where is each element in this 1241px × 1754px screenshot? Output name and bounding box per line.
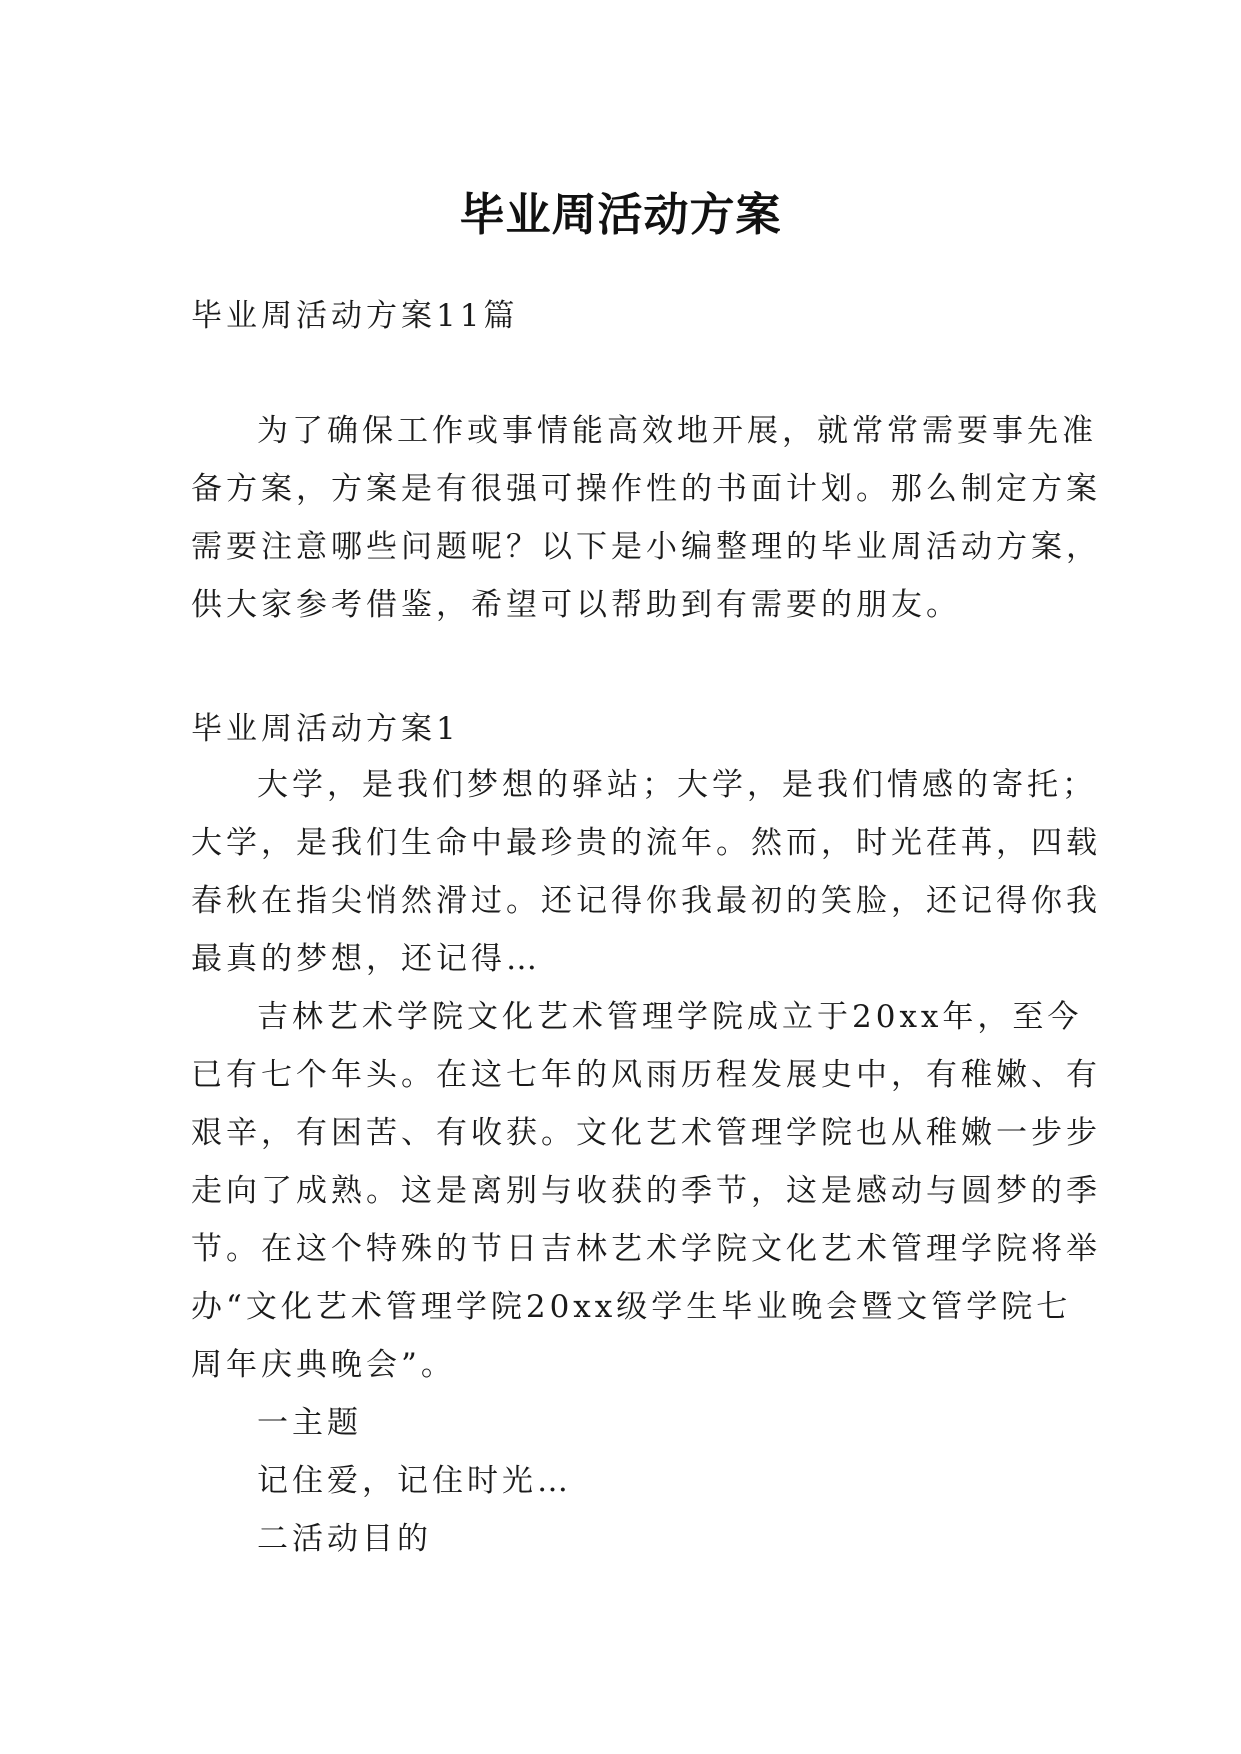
purpose-heading: 二活动目的 xyxy=(257,1521,432,1557)
intro-paragraph xyxy=(191,402,1101,634)
section-body xyxy=(191,756,1101,1568)
theme-heading: 一主题 xyxy=(257,1405,362,1441)
paragraph-line: 大学，是我们生命中最珍贵的流年。然而，时光荏苒，四载 xyxy=(191,825,1101,861)
intro-line: 供大家参考借鉴，希望可以帮助到有需要的朋友。 xyxy=(191,587,961,623)
theme-text: 记住爱，记住时光… xyxy=(257,1463,572,1499)
document-title: 毕业周活动方案 xyxy=(459,188,782,242)
intro-line: 为了确保工作或事情能高效地开展，就常常需要事先准 xyxy=(257,413,1097,449)
paragraph-line: 办“文化艺术管理学院20xx级学生毕业晚会暨文管学院七 xyxy=(191,1289,1072,1325)
document-subtitle: 毕业周活动方案11篇 xyxy=(191,298,519,334)
section-heading: 毕业周活动方案1 xyxy=(191,711,460,747)
intro-line: 需要注意哪些问题呢？以下是小编整理的毕业周活动方案， xyxy=(191,529,1101,565)
paragraph-line: 最真的梦想，还记得… xyxy=(191,941,541,977)
paragraph-line: 大学，是我们梦想的驿站；大学，是我们情感的寄托； xyxy=(257,767,1097,803)
paragraph-line: 走向了成熟。这是离别与收获的季节，这是感动与圆梦的季 xyxy=(191,1173,1101,1209)
paragraph-line: 周年庆典晚会”。 xyxy=(191,1347,456,1383)
paragraph-line: 节。在这个特殊的节日吉林艺术学院文化艺术管理学院将举 xyxy=(191,1231,1101,1267)
paragraph-line: 已有七个年头。在这七年的风雨历程发展史中，有稚嫩、有 xyxy=(191,1057,1101,1093)
paragraph-line: 吉林艺术学院文化艺术管理学院成立于20xx年，至今 xyxy=(257,999,1083,1035)
paragraph-line: 艰辛，有困苦、有收获。文化艺术管理学院也从稚嫩一步步 xyxy=(191,1115,1101,1151)
paragraph-line: 春秋在指尖悄然滑过。还记得你我最初的笑脸，还记得你我 xyxy=(191,883,1101,919)
intro-line: 备方案，方案是有很强可操作性的书面计划。那么制定方案 xyxy=(191,471,1101,507)
